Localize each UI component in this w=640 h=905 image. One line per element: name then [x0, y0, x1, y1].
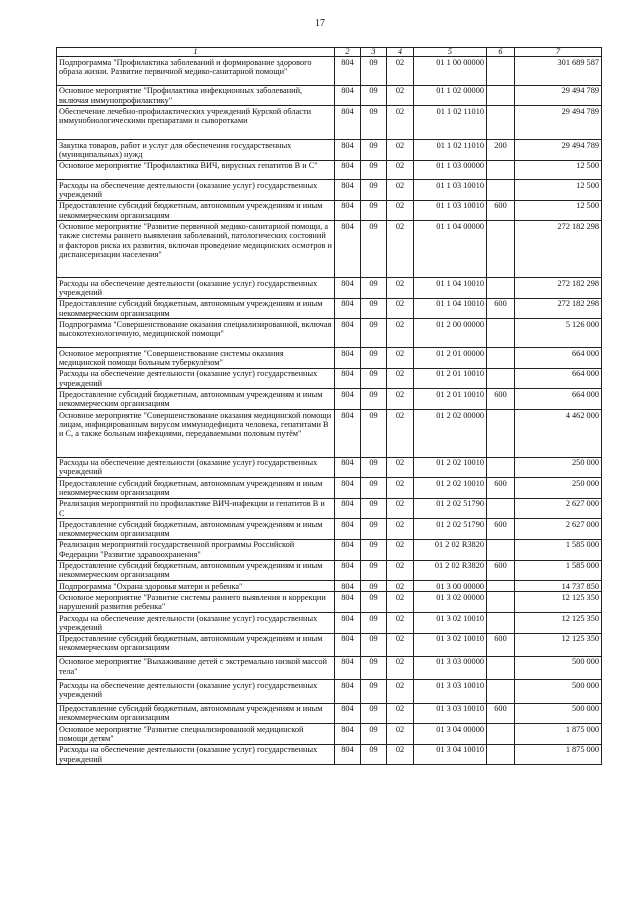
target-article-code-cell: 01 1 02 11010: [414, 140, 487, 161]
amount-cell: 12 500: [515, 200, 602, 221]
expense-name-cell: Реализация мероприятий по профилактике ВИЧ-инфекции и гепатитов В и С: [57, 498, 335, 519]
expense-name-cell: Предоставление субсидий бюджетным, автономным учреждениям и иным некоммерческим организациям: [57, 633, 335, 656]
section-code-cell: 09: [361, 160, 387, 180]
grbs-code-cell: 804: [335, 278, 361, 299]
section-code-cell: 09: [361, 613, 387, 634]
amount-cell: 664 000: [515, 348, 602, 369]
header-col-4: 4: [387, 48, 414, 57]
table-row: [57, 278, 602, 299]
expense-name-cell: Закупка товаров, работ и услуг для обеспечения государственных (муниципальных) нужд: [57, 140, 335, 161]
section-code-cell: 09: [361, 368, 387, 389]
amount-cell: 272 182 298: [515, 221, 602, 278]
expense-type-code-cell: [487, 221, 515, 278]
expense-type-code-cell: [487, 498, 515, 519]
target-article-code-cell: 01 1 03 10010: [414, 200, 487, 221]
expense-type-code-cell: [487, 106, 515, 140]
grbs-code-cell: 804: [335, 539, 361, 560]
table-row: [57, 140, 602, 161]
target-article-code-cell: 01 1 03 10010: [414, 180, 487, 201]
amount-cell: 500 000: [515, 680, 602, 703]
target-article-code-cell: 01 3 00 00000: [414, 581, 487, 592]
expense-name-cell: Основное мероприятие "Развитие специализированной медицинской помощи детям": [57, 724, 335, 745]
table-row: [57, 348, 602, 369]
table-row: [57, 744, 602, 765]
target-article-code-cell: 01 3 04 00000: [414, 724, 487, 745]
subsection-code-cell: 02: [387, 57, 414, 86]
grbs-code-cell: 804: [335, 457, 361, 478]
section-code-cell: 09: [361, 560, 387, 581]
grbs-code-cell: 804: [335, 519, 361, 540]
expense-name-cell: Предоставление субсидий бюджетным, автономным учреждениям и иным некоммерческим организациям: [57, 560, 335, 581]
target-article-code-cell: 01 1 03 00000: [414, 160, 487, 180]
expense-type-code-cell: [487, 680, 515, 703]
subsection-code-cell: 02: [387, 200, 414, 221]
target-article-code-cell: 01 3 04 10010: [414, 744, 487, 765]
table-row: [57, 498, 602, 519]
expense-name-cell: Расходы на обеспечение деятельности (оказание услуг) государственных учреждений: [57, 744, 335, 765]
subsection-code-cell: 02: [387, 724, 414, 745]
expense-type-code-cell: 600: [487, 478, 515, 499]
table-row: [57, 703, 602, 724]
expense-name-cell: Предоставление субсидий бюджетным, автономным учреждениям и иным некоммерческим организациям: [57, 703, 335, 724]
target-article-code-cell: 01 2 01 00000: [414, 348, 487, 369]
grbs-code-cell: 804: [335, 680, 361, 703]
target-article-code-cell: 01 2 02 10010: [414, 457, 487, 478]
expense-name-cell: Предоставление субсидий бюджетным, автономным учреждениям и иным некоммерческим организациям: [57, 200, 335, 221]
budget-table: [56, 47, 602, 765]
grbs-code-cell: 804: [335, 57, 361, 86]
table-row: [57, 680, 602, 703]
amount-cell: 12 500: [515, 160, 602, 180]
table-row: [57, 613, 602, 634]
grbs-code-cell: 804: [335, 592, 361, 613]
amount-cell: 2 627 000: [515, 519, 602, 540]
expense-name-cell: Основное мероприятие "Развитие первичной медико-санитарной помощи, а также системы раннего выявления заболеваний, патологических состояний и факторов риска их развития, включая проведение медицинских осмотров и диспансеризации населения": [57, 221, 335, 278]
subsection-code-cell: 02: [387, 592, 414, 613]
subsection-code-cell: 02: [387, 581, 414, 592]
expense-name-cell: Основное мероприятие "Профилактика ВИЧ, вирусных гепатитов В и С": [57, 160, 335, 180]
amount-cell: 1 875 000: [515, 744, 602, 765]
subsection-code-cell: 02: [387, 180, 414, 201]
expense-name-cell: Расходы на обеспечение деятельности (оказание услуг) государственных учреждений: [57, 680, 335, 703]
target-article-code-cell: 01 2 02 R3820: [414, 539, 487, 560]
header-col-2: 2: [335, 48, 361, 57]
expense-name-cell: Предоставление субсидий бюджетным, автономным учреждениям и иным некоммерческим организациям: [57, 298, 335, 319]
header-col-6: 6: [487, 48, 515, 57]
table-header-row: [57, 48, 602, 57]
table-row: [57, 560, 602, 581]
subsection-code-cell: 02: [387, 85, 414, 106]
target-article-code-cell: 01 2 02 51790: [414, 498, 487, 519]
expense-type-code-cell: [487, 656, 515, 679]
expense-type-code-cell: [487, 592, 515, 613]
expense-name-cell: Подпрограмма "Профилактика заболеваний и формирование здорового образа жизни. Развитие первичной медико-санитарной помощи": [57, 57, 335, 86]
section-code-cell: 09: [361, 478, 387, 499]
table-row: [57, 85, 602, 106]
expense-name-cell: Предоставление субсидий бюджетным, автономным учреждениям и иным некоммерческим организациям: [57, 478, 335, 499]
subsection-code-cell: 02: [387, 613, 414, 634]
table-row: [57, 319, 602, 348]
section-code-cell: 09: [361, 348, 387, 369]
expense-type-code-cell: [487, 539, 515, 560]
table-row: [57, 724, 602, 745]
subsection-code-cell: 02: [387, 560, 414, 581]
amount-cell: 12 500: [515, 180, 602, 201]
target-article-code-cell: 01 1 04 10010: [414, 278, 487, 299]
table-row: [57, 57, 602, 86]
expense-type-code-cell: 600: [487, 200, 515, 221]
target-article-code-cell: 01 3 03 10010: [414, 680, 487, 703]
section-code-cell: 09: [361, 703, 387, 724]
section-code-cell: 09: [361, 57, 387, 86]
amount-cell: 664 000: [515, 389, 602, 410]
subsection-code-cell: 02: [387, 160, 414, 180]
target-article-code-cell: 01 2 02 00000: [414, 410, 487, 458]
section-code-cell: 09: [361, 592, 387, 613]
section-code-cell: 09: [361, 278, 387, 299]
grbs-code-cell: 804: [335, 478, 361, 499]
subsection-code-cell: 02: [387, 633, 414, 656]
expense-name-cell: Реализация мероприятий государственной программы Российской Федерации "Развитие здравоохранения": [57, 539, 335, 560]
section-code-cell: 09: [361, 539, 387, 560]
grbs-code-cell: 804: [335, 744, 361, 765]
amount-cell: 4 462 000: [515, 410, 602, 458]
expense-type-code-cell: [487, 278, 515, 299]
amount-cell: 301 689 587: [515, 57, 602, 86]
expense-type-code-cell: 600: [487, 389, 515, 410]
section-code-cell: 09: [361, 200, 387, 221]
section-code-cell: 09: [361, 410, 387, 458]
target-article-code-cell: 01 2 00 00000: [414, 319, 487, 348]
grbs-code-cell: 804: [335, 85, 361, 106]
amount-cell: 1 585 000: [515, 560, 602, 581]
expense-type-code-cell: [487, 160, 515, 180]
expense-name-cell: Основное мероприятие "Развитие системы раннего выявления и коррекции нарушений развития ребенка": [57, 592, 335, 613]
amount-cell: 500 000: [515, 656, 602, 679]
section-code-cell: 09: [361, 656, 387, 679]
amount-cell: 5 126 000: [515, 319, 602, 348]
expense-type-code-cell: 200: [487, 140, 515, 161]
subsection-code-cell: 02: [387, 656, 414, 679]
target-article-code-cell: 01 1 02 11010: [414, 106, 487, 140]
amount-cell: 272 182 298: [515, 278, 602, 299]
grbs-code-cell: 804: [335, 581, 361, 592]
subsection-code-cell: 02: [387, 140, 414, 161]
subsection-code-cell: 02: [387, 298, 414, 319]
expense-name-cell: Основное мероприятие "Профилактика инфекционных заболеваний, включая иммунопрофилактику": [57, 85, 335, 106]
target-article-code-cell: 01 2 02 10010: [414, 478, 487, 499]
table-row: [57, 539, 602, 560]
expense-type-code-cell: 600: [487, 633, 515, 656]
subsection-code-cell: 02: [387, 703, 414, 724]
expense-name-cell: Предоставление субсидий бюджетным, автономным учреждениям и иным некоммерческим организациям: [57, 389, 335, 410]
expense-name-cell: Предоставление субсидий бюджетным, автономным учреждениям и иным некоммерческим организациям: [57, 519, 335, 540]
subsection-code-cell: 02: [387, 457, 414, 478]
section-code-cell: 09: [361, 389, 387, 410]
section-code-cell: 09: [361, 519, 387, 540]
table-row: [57, 410, 602, 458]
table-row: [57, 160, 602, 180]
section-code-cell: 09: [361, 180, 387, 201]
grbs-code-cell: 804: [335, 724, 361, 745]
amount-cell: 1 875 000: [515, 724, 602, 745]
amount-cell: 29 494 789: [515, 85, 602, 106]
expense-type-code-cell: [487, 410, 515, 458]
table-row: [57, 200, 602, 221]
grbs-code-cell: 804: [335, 389, 361, 410]
grbs-code-cell: 804: [335, 298, 361, 319]
target-article-code-cell: 01 2 01 10010: [414, 368, 487, 389]
amount-cell: 29 494 789: [515, 106, 602, 140]
grbs-code-cell: 804: [335, 633, 361, 656]
grbs-code-cell: 804: [335, 348, 361, 369]
table-body: [57, 57, 602, 765]
target-article-code-cell: 01 3 03 00000: [414, 656, 487, 679]
expense-type-code-cell: 600: [487, 298, 515, 319]
expense-name-cell: Расходы на обеспечение деятельности (оказание услуг) государственных учреждений: [57, 278, 335, 299]
target-article-code-cell: 01 1 04 00000: [414, 221, 487, 278]
amount-cell: 500 000: [515, 703, 602, 724]
expense-type-code-cell: [487, 348, 515, 369]
expense-type-code-cell: 600: [487, 560, 515, 581]
table-row: [57, 368, 602, 389]
table-row: [57, 389, 602, 410]
grbs-code-cell: 804: [335, 613, 361, 634]
subsection-code-cell: 02: [387, 368, 414, 389]
header-col-1: 1: [57, 48, 335, 57]
target-article-code-cell: 01 1 04 10010: [414, 298, 487, 319]
section-code-cell: 09: [361, 298, 387, 319]
grbs-code-cell: 804: [335, 200, 361, 221]
amount-cell: 29 494 789: [515, 140, 602, 161]
header-col-5: 5: [414, 48, 487, 57]
table-row: [57, 180, 602, 201]
target-article-code-cell: 01 2 01 10010: [414, 389, 487, 410]
subsection-code-cell: 02: [387, 389, 414, 410]
expense-type-code-cell: 600: [487, 703, 515, 724]
subsection-code-cell: 02: [387, 478, 414, 499]
section-code-cell: 09: [361, 724, 387, 745]
amount-cell: 664 000: [515, 368, 602, 389]
expense-name-cell: Основное мероприятие "Выхаживание детей с экстремально низкой массой тела": [57, 656, 335, 679]
subsection-code-cell: 02: [387, 744, 414, 765]
table-row: [57, 221, 602, 278]
amount-cell: 14 737 850: [515, 581, 602, 592]
subsection-code-cell: 02: [387, 539, 414, 560]
subsection-code-cell: 02: [387, 498, 414, 519]
target-article-code-cell: 01 2 02 R3820: [414, 560, 487, 581]
section-code-cell: 09: [361, 633, 387, 656]
table-row: [57, 592, 602, 613]
expense-type-code-cell: [487, 319, 515, 348]
expense-name-cell: Основное мероприятие "Совершенствование системы оказания медицинской помощи больным туберкулёзом": [57, 348, 335, 369]
grbs-code-cell: 804: [335, 560, 361, 581]
target-article-code-cell: 01 2 02 51790: [414, 519, 487, 540]
section-code-cell: 09: [361, 140, 387, 161]
subsection-code-cell: 02: [387, 319, 414, 348]
table-row: [57, 478, 602, 499]
subsection-code-cell: 02: [387, 278, 414, 299]
section-code-cell: 09: [361, 457, 387, 478]
expense-name-cell: Подпрограмма "Совершенствование оказания специализированной, включая высокотехнологичную, медицинской помощи": [57, 319, 335, 348]
expense-type-code-cell: [487, 457, 515, 478]
table-row: [57, 106, 602, 140]
grbs-code-cell: 804: [335, 703, 361, 724]
expense-type-code-cell: [487, 581, 515, 592]
target-article-code-cell: 01 1 00 00000: [414, 57, 487, 86]
expense-name-cell: Расходы на обеспечение деятельности (оказание услуг) государственных учреждений: [57, 180, 335, 201]
amount-cell: 12 125 350: [515, 592, 602, 613]
grbs-code-cell: 804: [335, 410, 361, 458]
amount-cell: 12 125 350: [515, 633, 602, 656]
table-row: [57, 457, 602, 478]
section-code-cell: 09: [361, 744, 387, 765]
grbs-code-cell: 804: [335, 106, 361, 140]
expense-type-code-cell: [487, 744, 515, 765]
target-article-code-cell: 01 3 02 00000: [414, 592, 487, 613]
subsection-code-cell: 02: [387, 106, 414, 140]
table-row: [57, 656, 602, 679]
expense-type-code-cell: [487, 57, 515, 86]
grbs-code-cell: 804: [335, 160, 361, 180]
target-article-code-cell: 01 3 02 10010: [414, 633, 487, 656]
grbs-code-cell: 804: [335, 656, 361, 679]
expense-type-code-cell: [487, 613, 515, 634]
subsection-code-cell: 02: [387, 410, 414, 458]
amount-cell: 12 125 350: [515, 613, 602, 634]
expense-name-cell: Расходы на обеспечение деятельности (оказание услуг) государственных учреждений: [57, 457, 335, 478]
header-col-3: 3: [361, 48, 387, 57]
expense-type-code-cell: [487, 368, 515, 389]
section-code-cell: 09: [361, 581, 387, 592]
expense-name-cell: Обеспечение лечебно-профилактических учреждений Курской области иммунобиологическими препаратами и сыворотками: [57, 106, 335, 140]
expense-name-cell: Расходы на обеспечение деятельности (оказание услуг) государственных учреждений: [57, 368, 335, 389]
subsection-code-cell: 02: [387, 519, 414, 540]
expense-type-code-cell: 600: [487, 519, 515, 540]
expense-type-code-cell: [487, 85, 515, 106]
grbs-code-cell: 804: [335, 180, 361, 201]
subsection-code-cell: 02: [387, 348, 414, 369]
expense-type-code-cell: [487, 180, 515, 201]
amount-cell: 2 627 000: [515, 498, 602, 519]
section-code-cell: 09: [361, 106, 387, 140]
table-row: [57, 581, 602, 592]
section-code-cell: 09: [361, 680, 387, 703]
table-row: [57, 519, 602, 540]
amount-cell: 1 585 000: [515, 539, 602, 560]
expense-name-cell: Подпрограмма "Охрана здоровья матери и ребенка": [57, 581, 335, 592]
table-row: [57, 298, 602, 319]
table-row: [57, 633, 602, 656]
subsection-code-cell: 02: [387, 221, 414, 278]
grbs-code-cell: 804: [335, 368, 361, 389]
grbs-code-cell: 804: [335, 498, 361, 519]
amount-cell: 272 182 298: [515, 298, 602, 319]
expense-name-cell: Основное мероприятие "Совершенствование оказания медицинской помощи лицам, инфицированным вирусом иммунодефицита человека, гепатитами В и С, а также больным инфекциями, передаваемыми половым путём": [57, 410, 335, 458]
expense-name-cell: Расходы на обеспечение деятельности (оказание услуг) государственных учреждений: [57, 613, 335, 634]
amount-cell: 250 000: [515, 457, 602, 478]
section-code-cell: 09: [361, 319, 387, 348]
target-article-code-cell: 01 1 02 00000: [414, 85, 487, 106]
page-number: 17: [315, 18, 325, 29]
section-code-cell: 09: [361, 85, 387, 106]
section-code-cell: 09: [361, 221, 387, 278]
header-col-7: 7: [515, 48, 602, 57]
grbs-code-cell: 804: [335, 319, 361, 348]
subsection-code-cell: 02: [387, 680, 414, 703]
expense-type-code-cell: [487, 724, 515, 745]
section-code-cell: 09: [361, 498, 387, 519]
target-article-code-cell: 01 3 03 10010: [414, 703, 487, 724]
grbs-code-cell: 804: [335, 221, 361, 278]
grbs-code-cell: 804: [335, 140, 361, 161]
target-article-code-cell: 01 3 02 10010: [414, 613, 487, 634]
amount-cell: 250 000: [515, 478, 602, 499]
